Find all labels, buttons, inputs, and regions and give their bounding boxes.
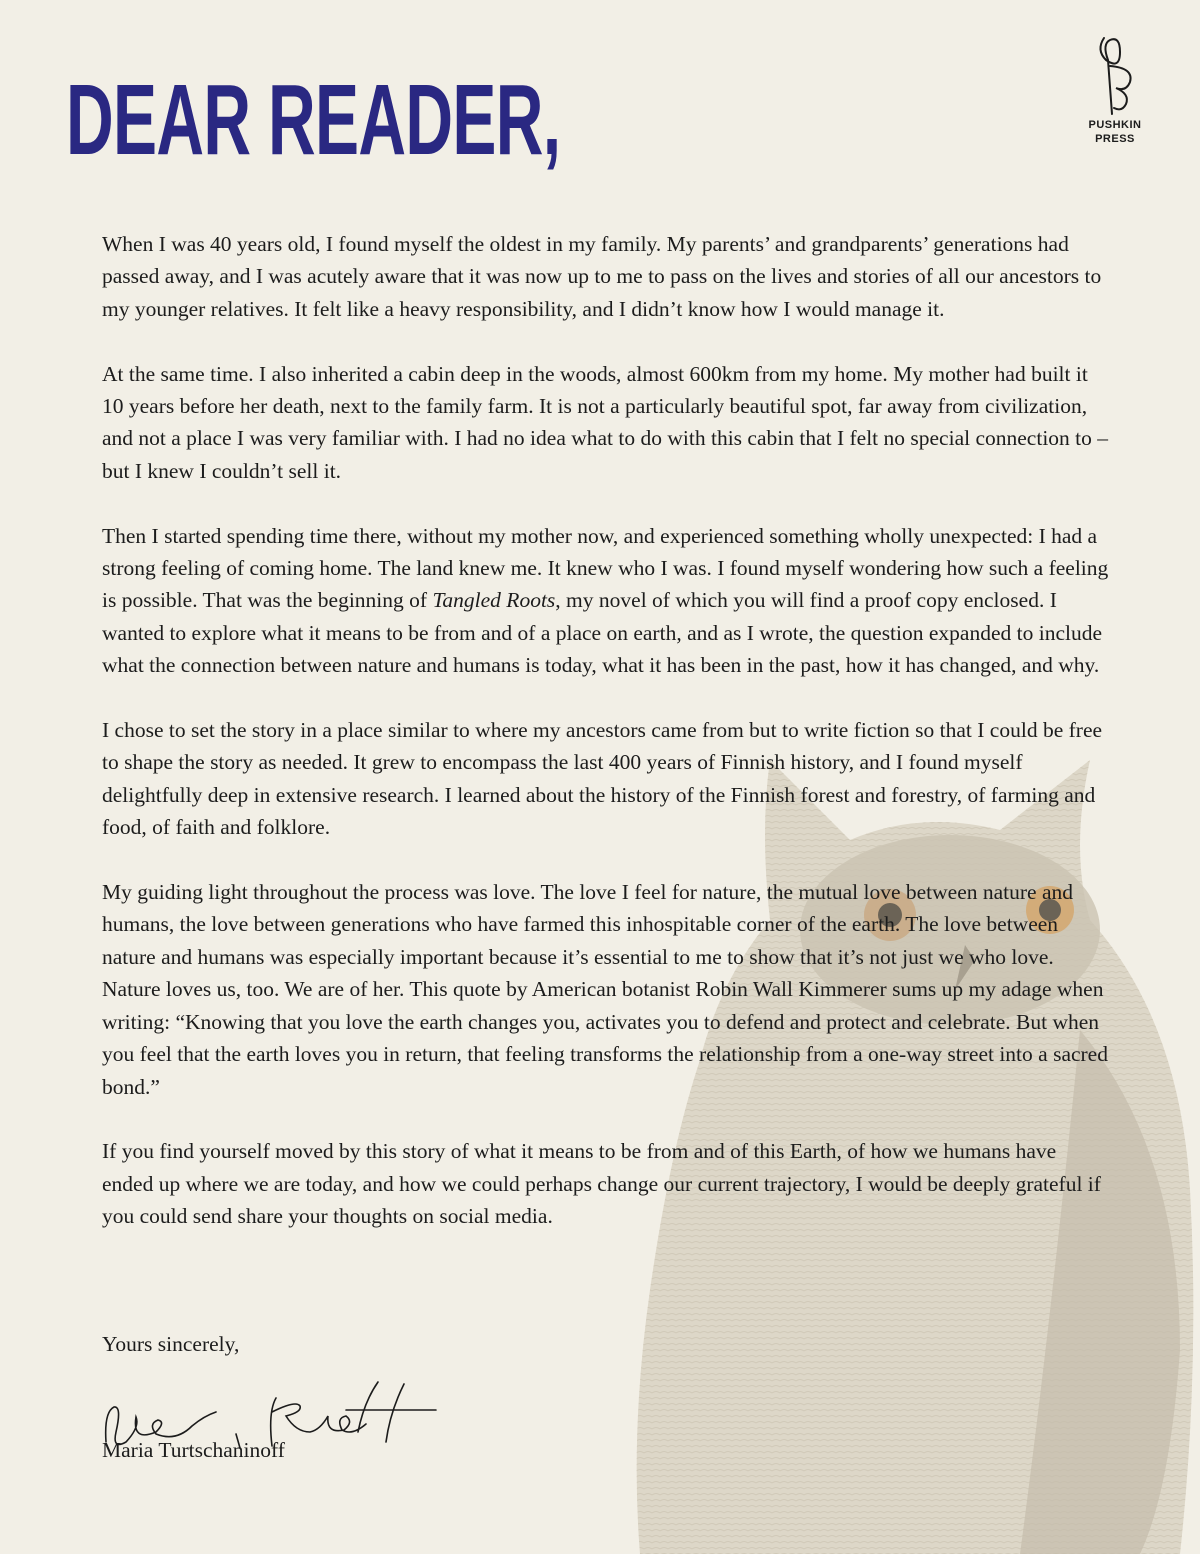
- paragraph-4: I chose to set the story in a place similar to where my ancestors came from but to write fiction so that I could be free to shape the story as needed. It grew to encompass the last 400 years of Finnish history, and I found myself delightfully deep in extensive research. I learned about the history of the Finnish forest and forestry, of farming and food, of faith and folklore.: [102, 718, 1103, 840]
- paragraph-6: If you find yourself moved by this story of what it means to be from and of this Earth, of how we humans have ended up where we are today, and how we could perhaps change our current trajectory, I would be deeply grateful if you could send share your thoughts on social media.: [102, 1139, 1101, 1229]
- page-title: DEAR READER,: [66, 64, 561, 176]
- page-title-container: [66, 62, 626, 192]
- closing-line: Yours sincerely,: [102, 1332, 240, 1356]
- paragraph-3-part-a: Then I started spending time there, without my mother now, and experienced something wholly unexpected: I had a strong feeling of coming home. The land knew me. It knew who I was. I found myself wondering how such a feeling is possible. That was the beginning of: [102, 523, 1109, 613]
- book-title: Tangled Roots: [432, 588, 556, 613]
- letter-body: [102, 228, 1112, 1265]
- paragraph-3: [102, 520, 1112, 682]
- paragraph-1: When I was 40 years old, I found myself the oldest in my family. My parents’ and grandparents’ generations had passed away, and I was acutely aware that it was now up to me to pass on the lives and stories of all our ancestors to my younger relatives. It felt like a heavy responsibility, and I didn’t know how I would manage it.: [102, 232, 1102, 321]
- publisher-name-line1: PUSHKIN: [1088, 119, 1142, 131]
- paragraph-3-part-b: , my novel of which you will find a proof copy enclosed. I wanted to explore what it means to be from and of a place on earth, and as I wrote, the question expanded to include what the connection between nature and humans is today, what it has been in the past, how it has changed, and why.: [102, 588, 1103, 678]
- publisher-name-line2: PRESS: [1095, 133, 1135, 145]
- publisher-logo: [1080, 30, 1150, 160]
- author-name: Maria Turtschaninoff: [102, 1438, 285, 1462]
- paragraph-5: My guiding light throughout the process was love. The love I feel for nature, the mutual love between nature and humans, the love between generations who have farmed this inhospitable corner of the earth. The love between nature and humans was especially important because it’s essential to me to show that it’s not just we who love. Nature loves us, too. We are of her. This quote by American botanist Robin Wall Kimmerer sums up my adage when writing: “Knowing that you love the earth changes you, activates you to defend and protect and celebrate. But when you feel that the earth loves you in return, that feeling transforms the relationship from a one-way street into a sacred bond.”: [102, 880, 1108, 1099]
- paragraph-2: At the same time. I also inherited a cabin deep in the woods, almost 600km from my home. My mother had built it 10 years before her death, next to the family farm. It is not a particularly beautiful spot, far away from civilization, and not a place I was very familiar with. I had no idea what to do with this cabin that I felt no special connection to – but I knew I couldn’t sell it.: [102, 361, 1109, 483]
- pushkin-press-logo-icon: [1090, 30, 1140, 118]
